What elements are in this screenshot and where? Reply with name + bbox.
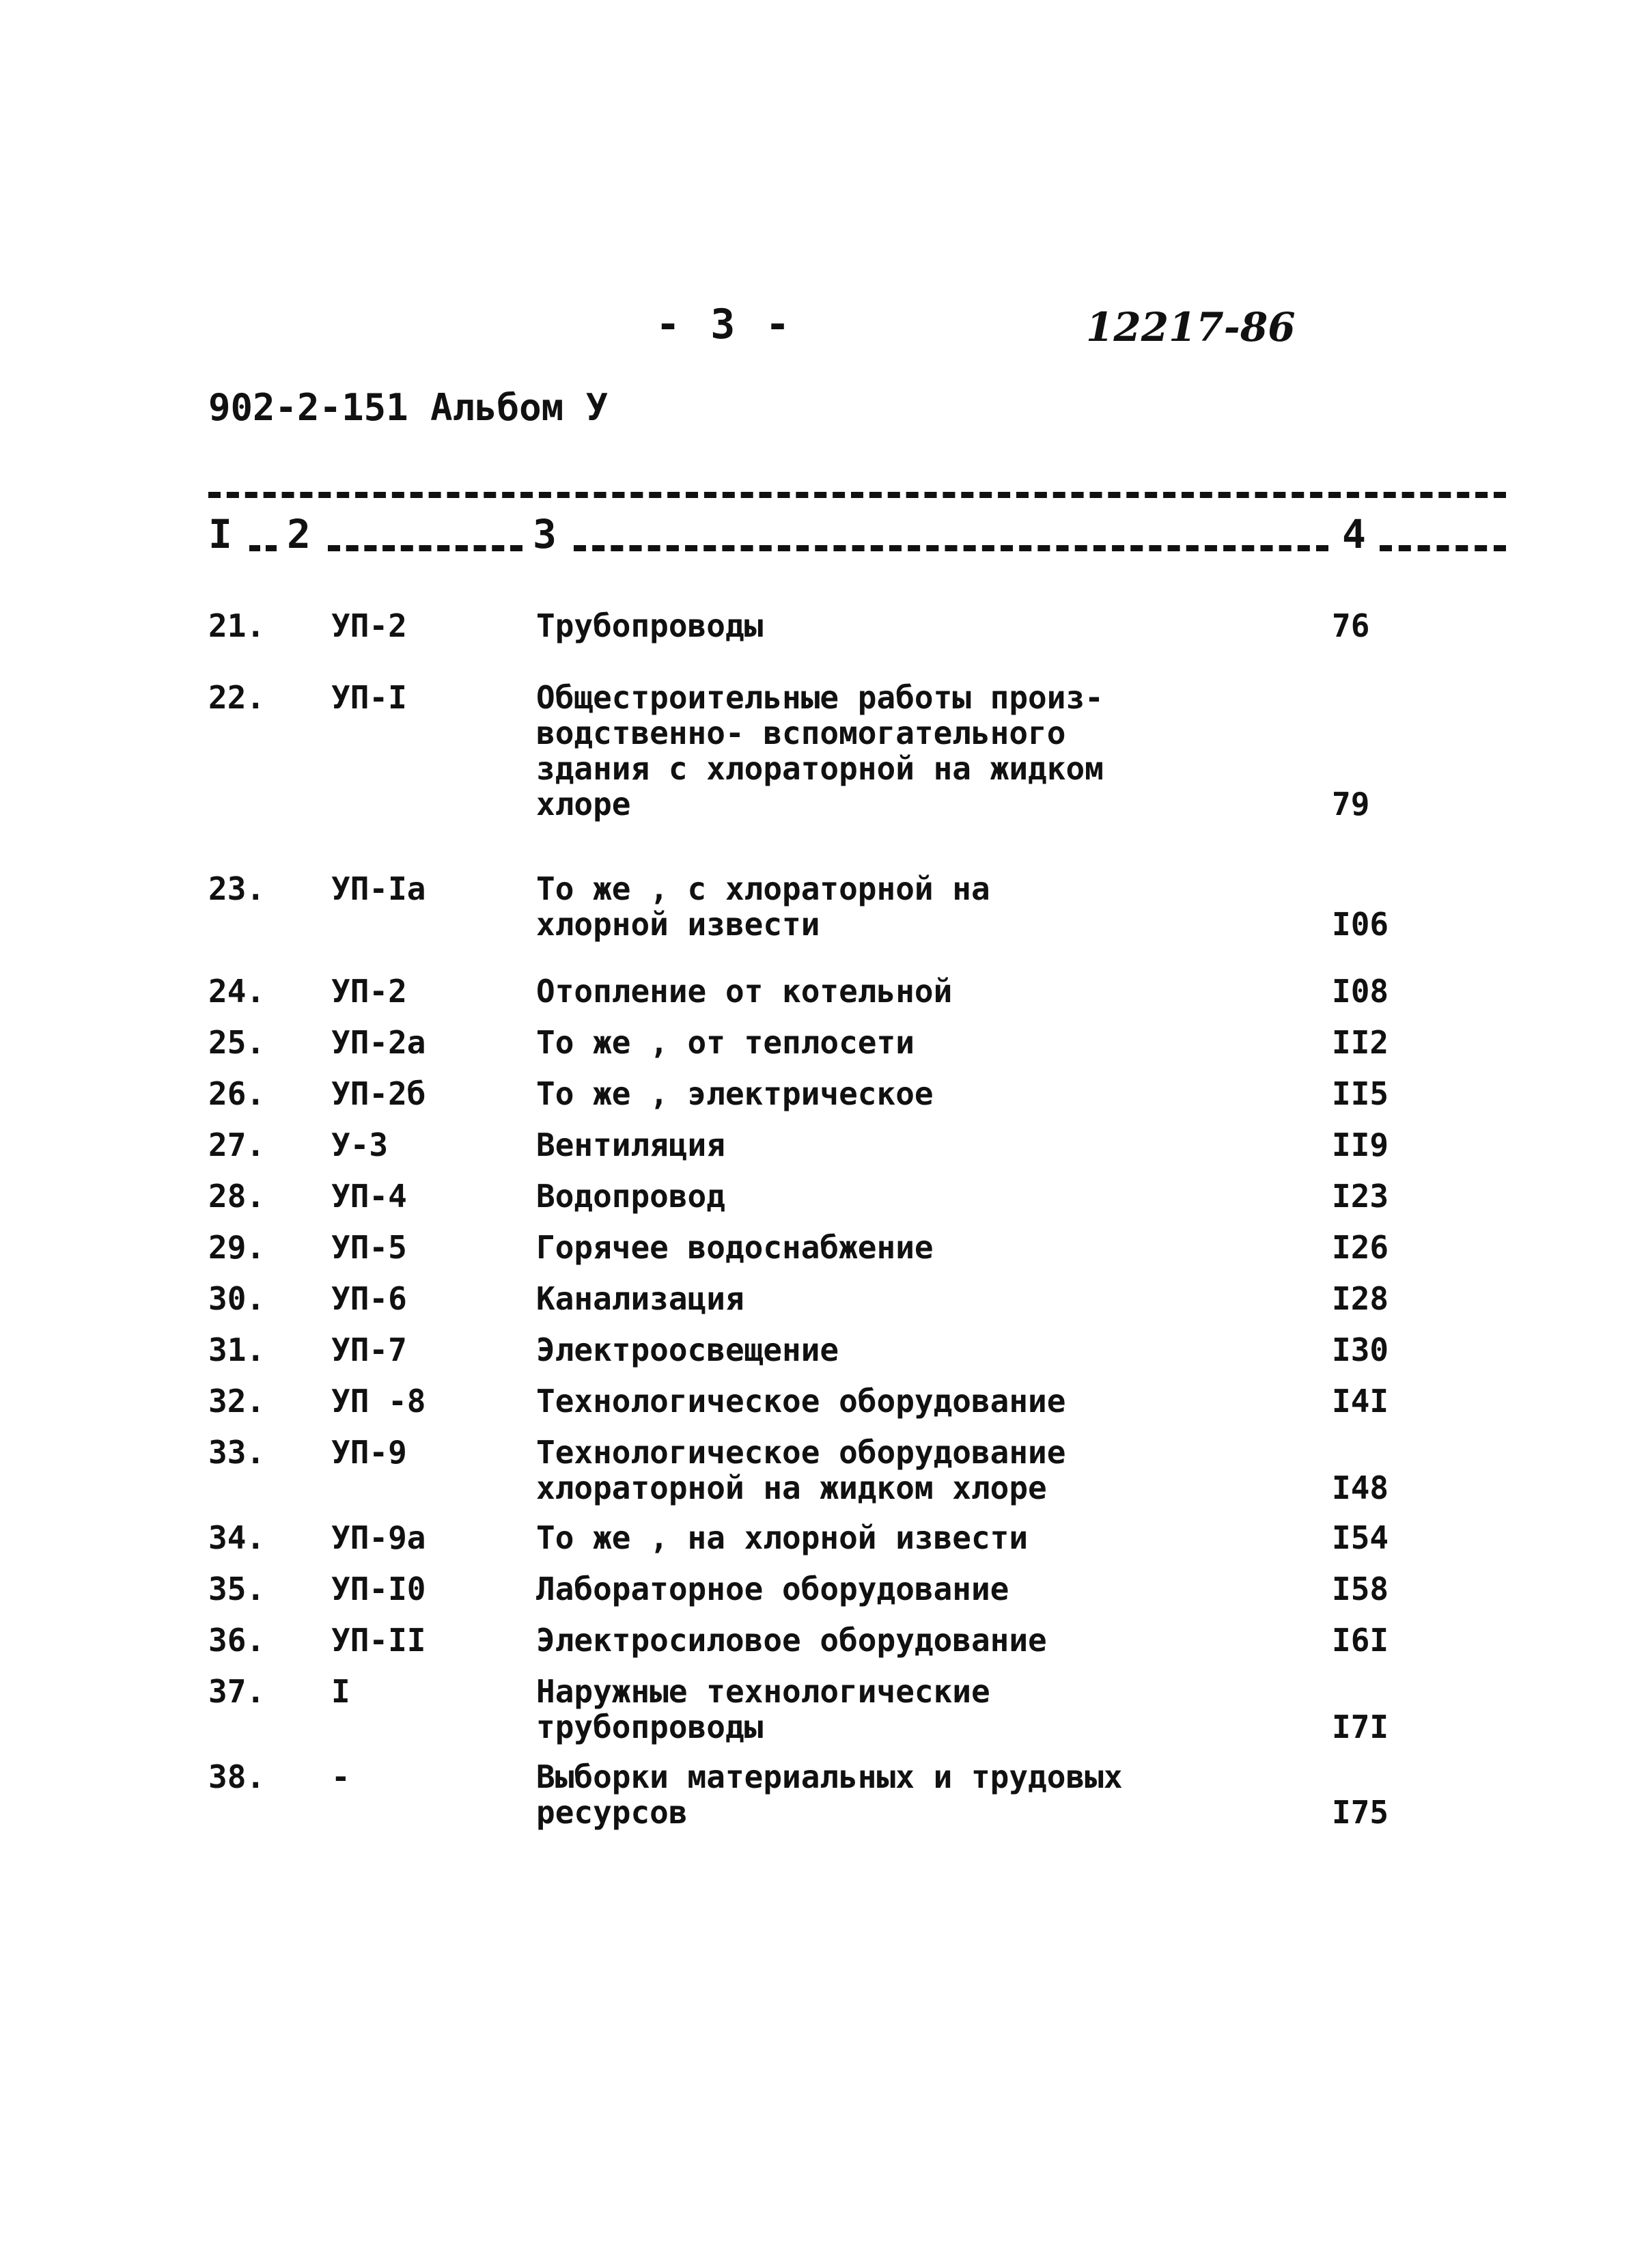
row-title: Общестроительные работы произ- водственно- вспомогательного здания с хлораторной на жидком хлоре <box>536 679 1104 822</box>
row-title: Трубопроводы <box>536 607 764 644</box>
row-code: УП-I <box>331 679 407 716</box>
row-title: Электросиловое оборудование <box>536 1622 1047 1659</box>
row-code: УП -8 <box>331 1383 426 1420</box>
row-title: Вентиляция <box>536 1126 725 1163</box>
row-code: У-3 <box>331 1126 389 1163</box>
row-page: I7I <box>1332 1709 1389 1745</box>
row-page: I30 <box>1332 1331 1389 1368</box>
row-page: I6I <box>1332 1622 1389 1659</box>
dashed-rule-top <box>208 492 1506 498</box>
row-number: 21. <box>208 607 266 644</box>
row-code: УП-5 <box>331 1229 407 1266</box>
row-code: УП-2 <box>331 973 407 1010</box>
row-page: I4I <box>1332 1383 1389 1420</box>
row-number: 26. <box>208 1075 266 1112</box>
row-page: II9 <box>1332 1126 1389 1163</box>
row-title: Электроосвещение <box>536 1331 839 1368</box>
row-number: 32. <box>208 1383 266 1420</box>
column-header-3: 3 <box>533 511 557 557</box>
column-divider-dash <box>249 545 277 551</box>
row-code: УП-Iа <box>331 870 426 907</box>
row-code: УП-7 <box>331 1331 407 1368</box>
row-title: То же , электрическое <box>536 1075 934 1112</box>
row-title: То же , на хлорной извести <box>536 1519 1029 1556</box>
row-title: Канализация <box>536 1280 744 1317</box>
row-number: 33. <box>208 1434 266 1471</box>
row-page: I06 <box>1332 906 1389 943</box>
row-number: 28. <box>208 1178 266 1215</box>
row-title: Отопление от котельной <box>536 973 953 1010</box>
row-number: 29. <box>208 1229 266 1266</box>
row-title: Технологическое оборудование <box>536 1383 1066 1420</box>
row-code: УП-9а <box>331 1519 426 1556</box>
row-title: То же , с хлораторной на хлорной извести <box>536 870 990 943</box>
row-title: То же , от теплосети <box>536 1024 915 1061</box>
row-title: Лабораторное оборудование <box>536 1571 1009 1607</box>
row-page: I58 <box>1332 1571 1389 1607</box>
row-number: 35. <box>208 1571 266 1607</box>
row-code: - <box>331 1758 350 1795</box>
row-number: 22. <box>208 679 266 716</box>
row-number: 31. <box>208 1331 266 1368</box>
document-code: 12217-86 <box>1086 304 1296 350</box>
column-divider-dash <box>1380 545 1506 551</box>
row-page: I28 <box>1332 1280 1389 1317</box>
row-number: 24. <box>208 973 266 1010</box>
row-page: 79 <box>1332 786 1370 822</box>
row-page: I75 <box>1332 1794 1389 1831</box>
row-page: I48 <box>1332 1469 1389 1506</box>
row-code: УП-I0 <box>331 1571 426 1607</box>
row-code: УП-6 <box>331 1280 407 1317</box>
row-code: УП-II <box>331 1622 426 1659</box>
row-code: УП-4 <box>331 1178 407 1215</box>
row-number: 27. <box>208 1126 266 1163</box>
row-code: УП-2а <box>331 1024 426 1061</box>
row-number: 34. <box>208 1519 266 1556</box>
row-title: Наружные технологические трубопроводы <box>536 1673 990 1745</box>
column-header-4: 4 <box>1342 511 1366 557</box>
row-code: УП-2 <box>331 607 407 644</box>
row-title: Горячее водоснабжение <box>536 1229 934 1266</box>
row-page: II5 <box>1332 1075 1389 1112</box>
row-page: 76 <box>1332 607 1370 644</box>
page-number: - 3 - <box>656 301 793 348</box>
row-page: I23 <box>1332 1178 1389 1215</box>
column-header-2: 2 <box>287 511 311 557</box>
column-divider-dash <box>574 545 1328 551</box>
row-number: 38. <box>208 1758 266 1795</box>
row-number: 37. <box>208 1673 266 1710</box>
row-title: Технологическое оборудование хлораторной на жидком хлоре <box>536 1434 1066 1506</box>
row-code: УП-9 <box>331 1434 407 1471</box>
row-number: 25. <box>208 1024 266 1061</box>
column-divider-dash <box>328 545 522 551</box>
album-label: 902-2-151 Альбом У <box>208 386 609 429</box>
row-page: I54 <box>1332 1519 1389 1556</box>
column-header-1: I <box>208 511 232 557</box>
row-number: 36. <box>208 1622 266 1659</box>
row-title: Водопровод <box>536 1178 725 1215</box>
row-code: УП-2б <box>331 1075 426 1112</box>
row-title: Выборки материальных и трудовых ресурсов <box>536 1758 1123 1831</box>
row-number: 30. <box>208 1280 266 1317</box>
row-code: I <box>331 1673 350 1710</box>
row-number: 23. <box>208 870 266 907</box>
row-page: I26 <box>1332 1229 1389 1266</box>
row-page: I08 <box>1332 973 1389 1010</box>
row-page: II2 <box>1332 1024 1389 1061</box>
